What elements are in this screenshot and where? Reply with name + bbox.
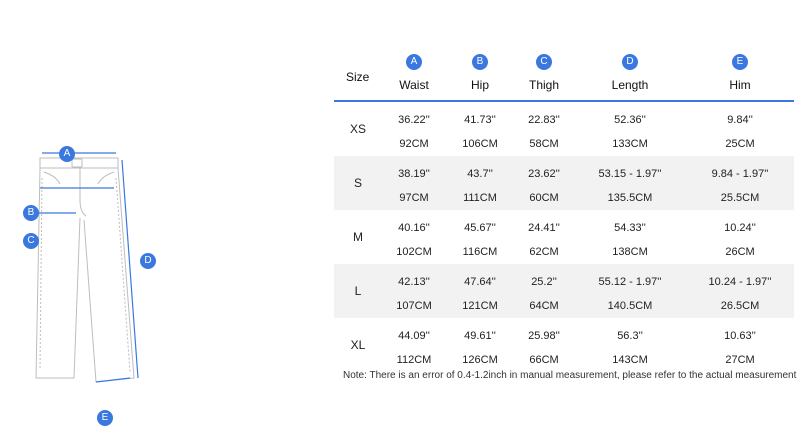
hip-cm-cell: 111CM <box>463 192 497 204</box>
hip-inch-cell: 49.61'' <box>464 330 496 342</box>
thigh-cm-cell: 62CM <box>529 246 559 258</box>
hem-inch-cell: 9.84'' <box>727 114 753 126</box>
length-inch-cell: 53.15 - 1.97'' <box>598 168 662 180</box>
badge-b-icon: B <box>472 54 488 70</box>
waist-inch-cell: 36.22'' <box>398 114 430 126</box>
hem-inch-cell: 10.24'' <box>724 222 756 234</box>
waist-cm-cell: 107CM <box>396 300 432 312</box>
hip-cm-cell: 121CM <box>462 300 498 312</box>
length-inch-cell: 55.12 - 1.97'' <box>598 276 662 288</box>
waist-cm-cell: 92CM <box>399 138 429 150</box>
hip-inch-cell: 45.67'' <box>464 222 496 234</box>
hip-inch-cell: 47.64'' <box>464 276 496 288</box>
thigh-inch-cell: 25.2'' <box>531 276 557 288</box>
badge-a-icon: A <box>406 54 422 70</box>
badge-c-icon: C <box>23 233 39 249</box>
column-label-length: Length <box>611 78 649 92</box>
hip-cm-cell: 106CM <box>462 138 498 150</box>
waist-cm-cell: 97CM <box>399 192 429 204</box>
waist-cm-cell: 102CM <box>396 246 432 258</box>
column-waist <box>384 48 444 100</box>
measurement-note: Note: There is an error of 0.4-1.2inch in manual measurement, please refer to the actual measurement <box>343 370 797 381</box>
thigh-inch-cell: 23.62'' <box>528 168 560 180</box>
waist-inch-cell: 38.19'' <box>398 168 430 180</box>
size-cell: S <box>353 176 362 190</box>
size-cell: L <box>354 284 362 298</box>
badge-c-icon: C <box>536 54 552 70</box>
waist-cm-cell: 112CM <box>396 354 432 366</box>
column-thigh <box>514 48 574 100</box>
waist-inch-cell: 40.16'' <box>398 222 430 234</box>
hem-inch-cell: 10.63'' <box>724 330 756 342</box>
pants-outline-icon <box>0 0 330 437</box>
column-hem <box>697 48 783 100</box>
waist-inch-cell: 44.09'' <box>398 330 430 342</box>
size-cell: XS <box>349 122 366 136</box>
length-inch-cell: 54.33'' <box>614 222 646 234</box>
column-label-hem: Him <box>729 78 751 92</box>
size-cell: M <box>353 230 363 244</box>
hem-cm-cell: 27CM <box>725 354 755 366</box>
size-cell: XL <box>350 338 366 352</box>
table-row <box>334 210 794 264</box>
length-cm-cell: 138CM <box>612 246 648 258</box>
size-chart-table <box>334 48 794 372</box>
hip-inch-cell: 43.7'' <box>467 168 493 180</box>
hem-cm-cell: 25.5CM <box>720 192 760 204</box>
thigh-cm-cell: 58CM <box>529 138 559 150</box>
pants-diagram <box>0 0 330 437</box>
column-label-waist: Waist <box>399 78 429 92</box>
length-cm-cell: 135.5CM <box>607 192 653 204</box>
hip-cm-cell: 126CM <box>462 354 498 366</box>
column-label-hip: Hip <box>470 78 489 92</box>
size-column-header: Size <box>346 70 370 84</box>
table-row <box>334 318 794 372</box>
length-inch-cell: 56.3'' <box>617 330 643 342</box>
hem-cm-cell: 25CM <box>725 138 755 150</box>
hem-cm-cell: 26.5CM <box>720 300 760 312</box>
thigh-inch-cell: 24.41'' <box>528 222 560 234</box>
thigh-inch-cell: 25.98'' <box>528 330 560 342</box>
badge-b-icon: B <box>23 205 39 221</box>
table-row <box>334 156 794 210</box>
badge-a-icon: A <box>59 146 75 162</box>
thigh-cm-cell: 60CM <box>529 192 559 204</box>
table-row <box>334 264 794 318</box>
thigh-cm-cell: 64CM <box>529 300 559 312</box>
length-inch-cell: 52.36'' <box>614 114 646 126</box>
thigh-cm-cell: 66CM <box>529 354 559 366</box>
hip-cm-cell: 116CM <box>462 246 498 258</box>
badge-d-icon: D <box>622 54 638 70</box>
hem-inch-cell: 9.84 - 1.97'' <box>711 168 769 180</box>
length-cm-cell: 133CM <box>612 138 648 150</box>
hip-inch-cell: 41.73'' <box>464 114 496 126</box>
table-row <box>334 102 794 156</box>
hem-inch-cell: 10.24 - 1.97'' <box>708 276 772 288</box>
length-cm-cell: 140.5CM <box>607 300 653 312</box>
column-length <box>590 48 670 100</box>
badge-e-icon: E <box>97 410 113 426</box>
thigh-inch-cell: 22.83'' <box>528 114 560 126</box>
waist-inch-cell: 42.13'' <box>398 276 430 288</box>
column-label-thigh: Thigh <box>528 78 560 92</box>
length-cm-cell: 143CM <box>612 354 648 366</box>
badge-e-icon: E <box>732 54 748 70</box>
column-hip <box>450 48 510 100</box>
hem-cm-cell: 26CM <box>725 246 755 258</box>
badge-d-icon: D <box>140 253 156 269</box>
table-header <box>334 48 794 102</box>
